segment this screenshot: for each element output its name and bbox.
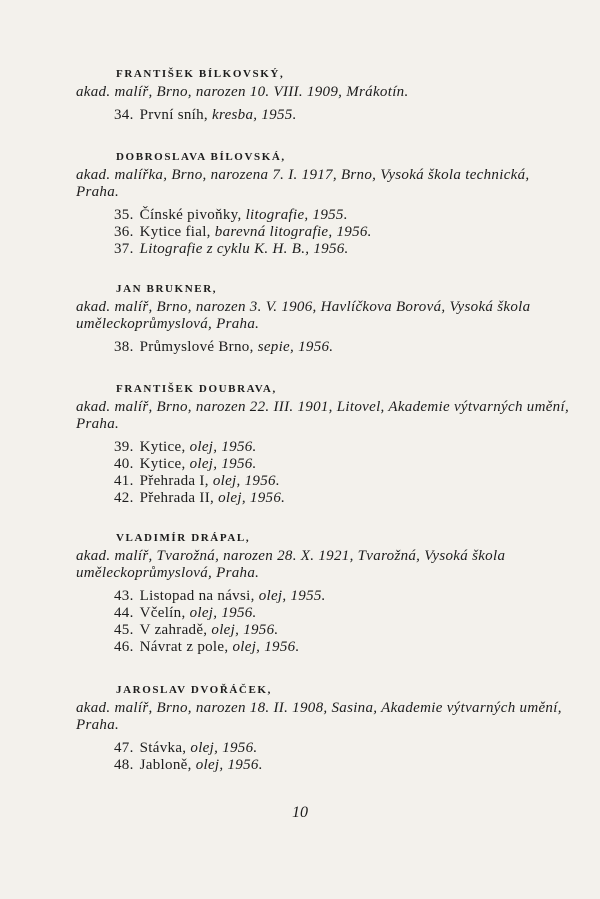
work-number: 39. xyxy=(114,439,134,455)
work-number: 35. xyxy=(114,207,134,223)
work-technique: olej, 1956. xyxy=(232,639,300,655)
page-number: 10 xyxy=(292,804,308,821)
artist-bio: akad. malíř, Brno, narozen 18. II. 1908, Sasina, Akademie výtvarných umění, Praha. xyxy=(76,700,562,733)
work-technique: olej, 1956. xyxy=(189,456,257,472)
work-title: Průmyslové Brno, xyxy=(139,339,254,355)
work-item xyxy=(114,241,600,258)
work-technique: Litografie z cyklu K. H. B., 1956. xyxy=(139,241,349,257)
works-list xyxy=(0,339,600,356)
work-number: 46. xyxy=(114,639,134,655)
works-list xyxy=(0,107,600,124)
works-list xyxy=(0,439,600,507)
work-item xyxy=(114,757,600,774)
work-title: Stávka, xyxy=(139,740,187,756)
work-item xyxy=(114,224,600,241)
work-technique: litografie, 1955. xyxy=(245,207,348,223)
work-technique: olej, 1956. xyxy=(211,622,279,638)
work-item xyxy=(114,605,600,622)
work-technique: olej, 1956. xyxy=(195,757,263,773)
work-number: 37. xyxy=(114,241,134,257)
work-number: 38. xyxy=(114,339,134,355)
work-title: Kytice fial, xyxy=(139,224,211,240)
work-item xyxy=(114,207,600,224)
work-title: První sníh, xyxy=(139,107,208,123)
work-title: Včelín, xyxy=(139,605,186,621)
work-item xyxy=(114,439,600,456)
work-item xyxy=(114,107,600,124)
work-technique: sepie, 1956. xyxy=(257,339,334,355)
artist-name: FRANTIŠEK BÍLKOVSKÝ, xyxy=(116,68,285,80)
work-title: Návrat z pole, xyxy=(139,639,229,655)
work-title: Kytice, xyxy=(139,456,186,472)
work-number: 40. xyxy=(114,456,134,472)
work-title: Listopad na návsi, xyxy=(139,588,255,604)
work-title: Přehrada II, xyxy=(139,490,215,506)
work-technique: olej, 1956. xyxy=(212,473,280,489)
artist-name: VLADIMÍR DRÁPAL, xyxy=(116,532,251,544)
artist-entry xyxy=(0,680,600,774)
work-technique: barevná litografie, 1956. xyxy=(214,224,372,240)
artist-entry xyxy=(0,379,600,507)
artist-entry xyxy=(0,147,600,258)
work-item xyxy=(114,456,600,473)
work-title: V zahradě, xyxy=(139,622,208,638)
work-technique: olej, 1956. xyxy=(218,490,286,506)
artist-entry xyxy=(0,279,600,356)
work-technique: olej, 1956. xyxy=(190,740,258,756)
artist-bio: akad. malíř, Tvarožná, narozen 28. X. 1921, Tvarožná, Vysoká škola uměleckoprůmyslová, Praha. xyxy=(76,548,506,581)
work-number: 43. xyxy=(114,588,134,604)
work-title: Čínské pivoňky, xyxy=(139,207,242,223)
work-title: Přehrada I, xyxy=(139,473,209,489)
work-item xyxy=(114,639,600,656)
artist-entry xyxy=(0,528,600,656)
work-number: 34. xyxy=(114,107,134,123)
work-number: 42. xyxy=(114,490,134,506)
artist-name: FRANTIŠEK DOUBRAVA, xyxy=(116,383,277,395)
artist-name: JAROSLAV DVOŘÁČEK, xyxy=(116,684,272,696)
work-number: 44. xyxy=(114,605,134,621)
artist-bio: akad. malíř, Brno, narozen 3. V. 1906, Havlíčkova Borová, Vysoká škola uměleckoprůmyslová, Praha. xyxy=(76,299,531,332)
artist-name: JAN BRUKNER, xyxy=(116,283,218,295)
work-item xyxy=(114,473,600,490)
works-list xyxy=(0,207,600,258)
work-technique: kresba, 1955. xyxy=(212,107,297,123)
work-item xyxy=(114,588,600,605)
work-number: 47. xyxy=(114,740,134,756)
work-technique: olej, 1956. xyxy=(189,605,257,621)
artist-name: DOBROSLAVA BÍLOVSKÁ, xyxy=(116,151,286,163)
works-list xyxy=(0,588,600,656)
work-item xyxy=(114,622,600,639)
work-number: 45. xyxy=(114,622,134,638)
artist-bio: akad. malířka, Brno, narozena 7. I. 1917, Brno, Vysoká škola technická, Praha. xyxy=(76,167,530,200)
artist-entry xyxy=(0,64,600,124)
work-number: 41. xyxy=(114,473,134,489)
work-item xyxy=(114,740,600,757)
work-number: 36. xyxy=(114,224,134,240)
work-item xyxy=(114,490,600,507)
artist-bio: akad. malíř, Brno, narozen 10. VIII. 1909, Mrákotín. xyxy=(76,84,409,100)
work-technique: olej, 1956. xyxy=(189,439,257,455)
work-title: Jabloně, xyxy=(139,757,192,773)
work-title: Kytice, xyxy=(139,439,186,455)
works-list xyxy=(0,740,600,774)
work-number: 48. xyxy=(114,757,134,773)
work-technique: olej, 1955. xyxy=(258,588,326,604)
artist-bio: akad. malíř, Brno, narozen 22. III. 1901, Litovel, Akademie výtvarných umění, Praha. xyxy=(76,399,569,432)
work-item xyxy=(114,339,600,356)
